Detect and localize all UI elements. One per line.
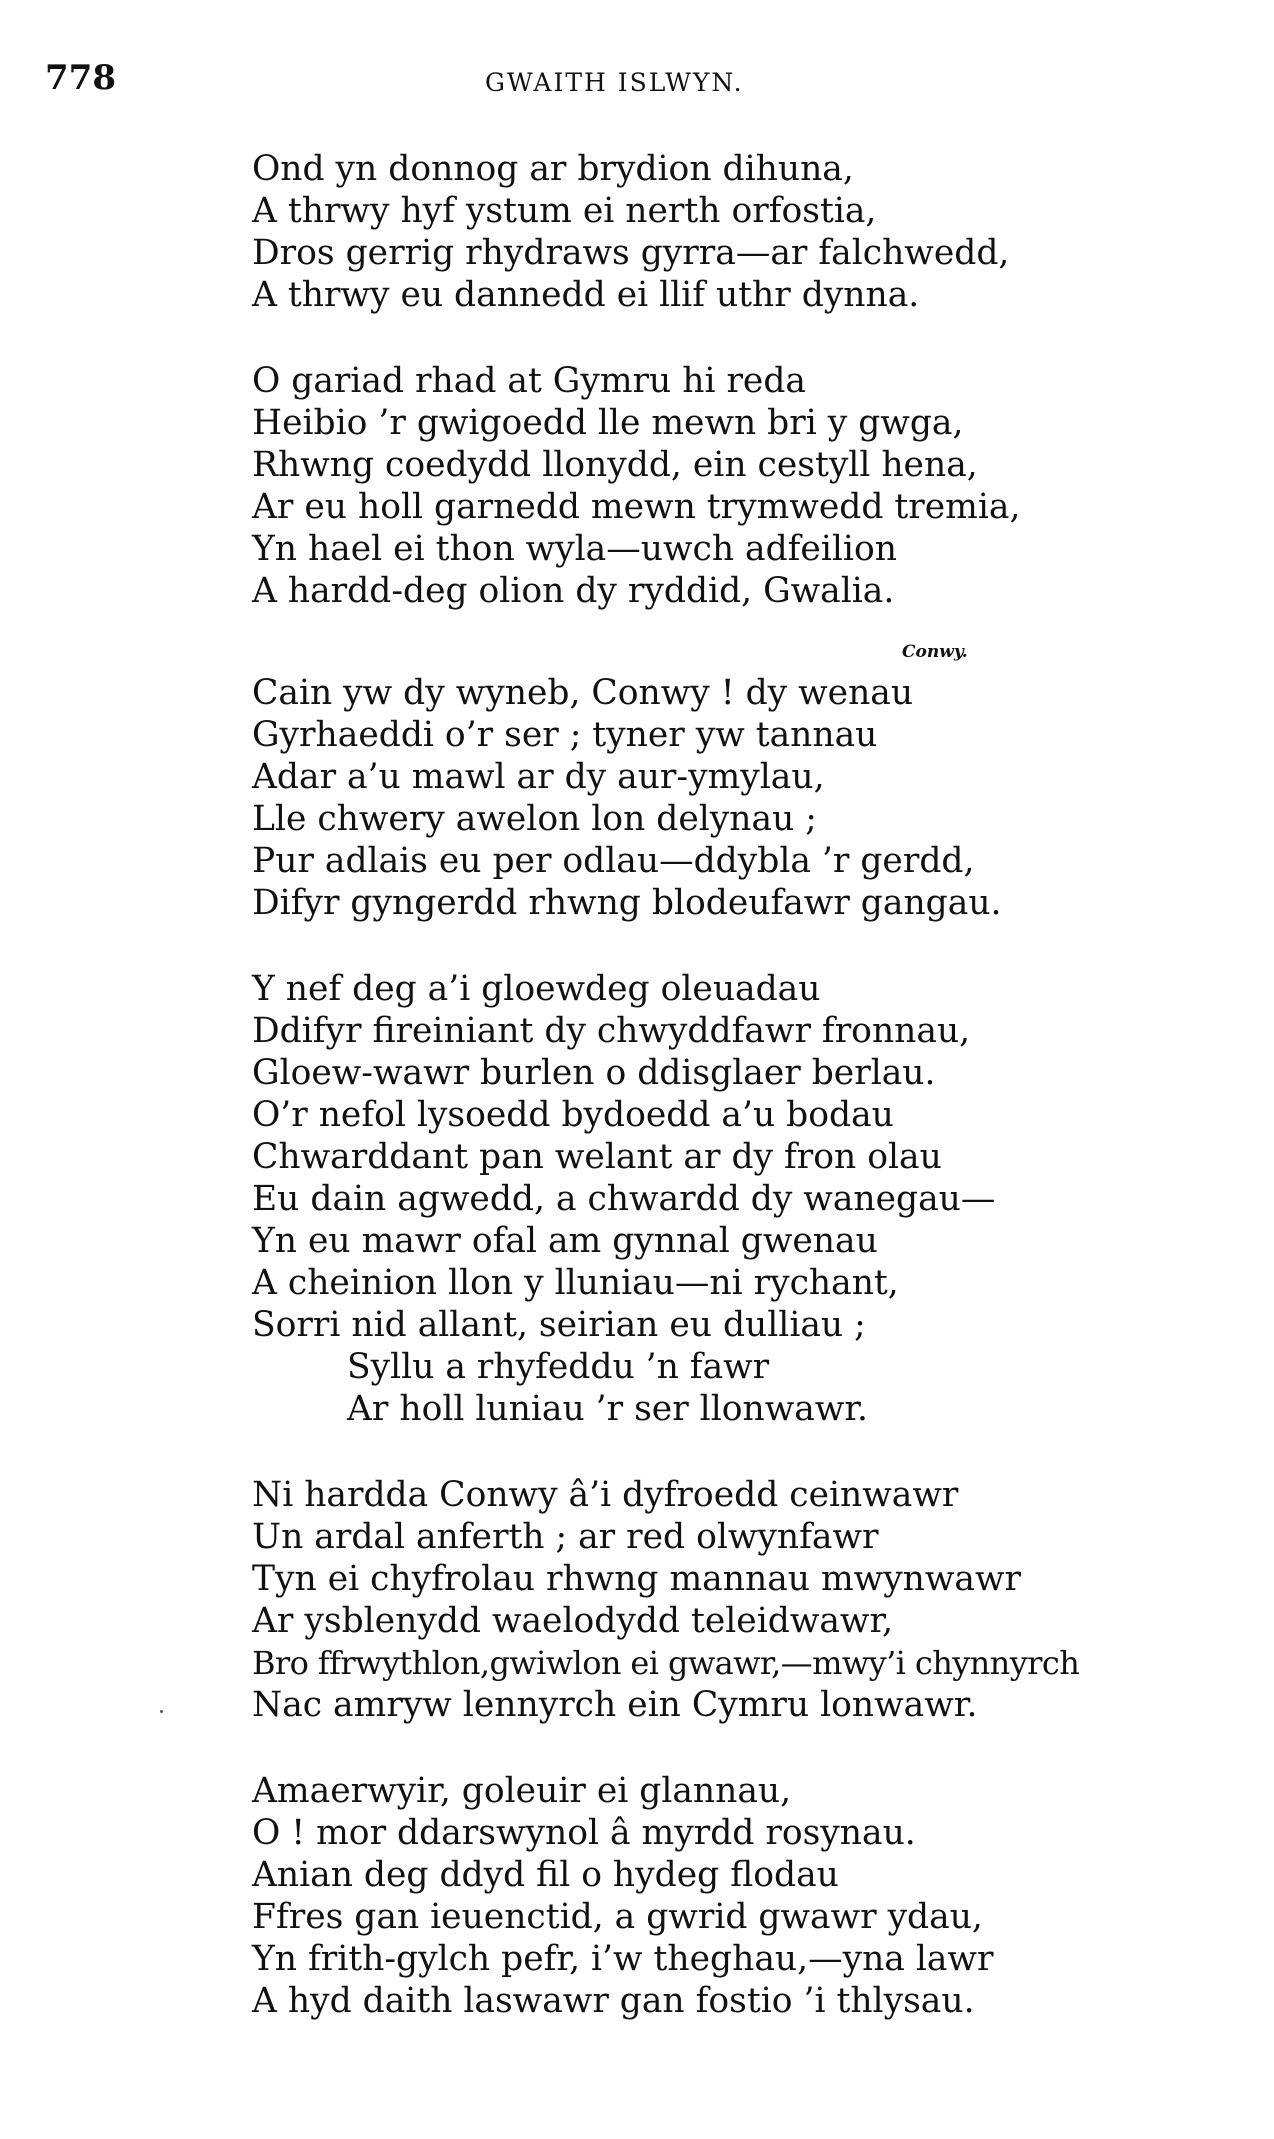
stanza: [252, 968, 1252, 1430]
stanza: [252, 1474, 1252, 1726]
verse-line: A thrwy hyf ystum ei nerth orfostia,: [252, 191, 877, 231]
verse-line: Heibio ’r gwigoedd lle mewn bri y gwga,: [252, 403, 964, 443]
verse-line: Yn eu mawr ofal am gynnal gwenau: [252, 1221, 878, 1261]
verse-line: Y nef deg a’i gloewdeg oleuadau: [252, 969, 821, 1009]
stanza: [252, 360, 1252, 612]
stanza: [252, 148, 1252, 316]
verse-line: Adar a’u mawl ar dy aur-ymylau,: [252, 757, 825, 797]
verse-line: Difyr gyngerdd rhwng blodeufawr gangau.: [252, 883, 1002, 923]
verse-line: Ar eu holl garnedd mewn trymwedd tremia,: [252, 487, 1021, 527]
verse-line: Ni hardda Conwy â’i dyfroedd ceinwawr: [252, 1475, 959, 1515]
verse-line: Ffres gan ieuenctid, a gwrid gwawr ydau,: [252, 1897, 983, 1937]
verse-line: A cheinion llon y lluniau—ni rychant,: [252, 1263, 899, 1303]
running-title: GWAITH ISLWYN.: [485, 68, 744, 97]
verse-line: Bro ffrwythlon,gwiwlon ei gwawr,—mwy’i chynnyrch: [252, 1644, 1080, 1682]
verse-line: Ddifyr fireiniant dy chwyddfawr fronnau,: [252, 1011, 971, 1051]
verse-line: Ar ysblenydd waelodydd teleidwawr,: [252, 1601, 894, 1641]
verse-line: Dros gerrig rhydraws gyrra—ar falchwedd,: [252, 233, 1010, 273]
verse-line: Sorri nid allant, seirian eu dulliau ;: [252, 1305, 866, 1345]
verse-line: Chwarddant pan welant ar dy fron olau: [252, 1137, 942, 1177]
verse-line: Nac amryw lennyrch ein Cymru lonwawr.: [252, 1685, 978, 1725]
verse-line: A hyd daith laswawr gan fostio ’i thlysau.: [252, 1981, 975, 2021]
page-number: 778: [45, 58, 116, 98]
verse-line: Lle chwery awelon lon delynau ;: [252, 799, 817, 839]
verse-line: Ond yn donnog ar brydion dihuna,: [252, 149, 854, 189]
verse-line: Cain yw dy wyneb, Conwy ! dy wenau: [252, 673, 914, 713]
verse-line: Anian deg ddyd fil o hydeg flodau: [252, 1855, 839, 1895]
verse-line: Eu dain agwedd, a chwardd dy wanegau—: [252, 1179, 996, 1219]
page-header: [45, 58, 1234, 108]
verse-line: Gloew-wawr burlen o ddisglaer berlau.: [252, 1053, 936, 1093]
verse-line: A hardd-deg olion dy ryddid, Gwalia.: [252, 571, 895, 611]
stanza: [252, 672, 1252, 924]
verse-line: A thrwy eu dannedd ei llif uthr dynna.: [252, 275, 920, 315]
verse-line: Pur adlais eu per odlau—ddybla ’r gerdd,: [252, 841, 975, 881]
verse-line: Gyrhaeddi o’r ser ; tyner yw tannau: [252, 715, 878, 755]
verse-line: O’r nefol lysoedd bydoedd a’u bodau: [252, 1095, 894, 1135]
verse-line: Amaerwyir, goleuir ei glannau,: [252, 1771, 792, 1811]
verse-line: Rhwng coedydd llonydd, ein cestyll hena,: [252, 445, 978, 485]
verse-line: O ! mor ddarswynol â myrdd rosynau.: [252, 1813, 916, 1853]
verse-line-indented: Syllu a rhyfeddu ’n fawr: [347, 1347, 770, 1387]
verse-line: Yn hael ei thon wyla—uwch adfeilion: [252, 529, 897, 569]
verse-line: Yn frith-gylch pefr, i’w theghau,—yna lawr: [252, 1939, 994, 1979]
section-caption: [252, 642, 1252, 672]
stanza: [252, 1770, 1252, 2022]
verse-line: O gariad rhad at Gymru hi reda: [252, 361, 807, 401]
ink-speck: [160, 1710, 163, 1713]
caption-conwy: Conwy.: [902, 642, 968, 662]
verse-line-indented: Ar holl luniau ’r ser llonwawr.: [347, 1389, 869, 1429]
poem-body: [252, 148, 1252, 2066]
verse-line: Un ardal anferth ; ar red olwynfawr: [252, 1517, 879, 1557]
verse-line: Tyn ei chyfrolau rhwng mannau mwynwawr: [252, 1559, 1022, 1599]
